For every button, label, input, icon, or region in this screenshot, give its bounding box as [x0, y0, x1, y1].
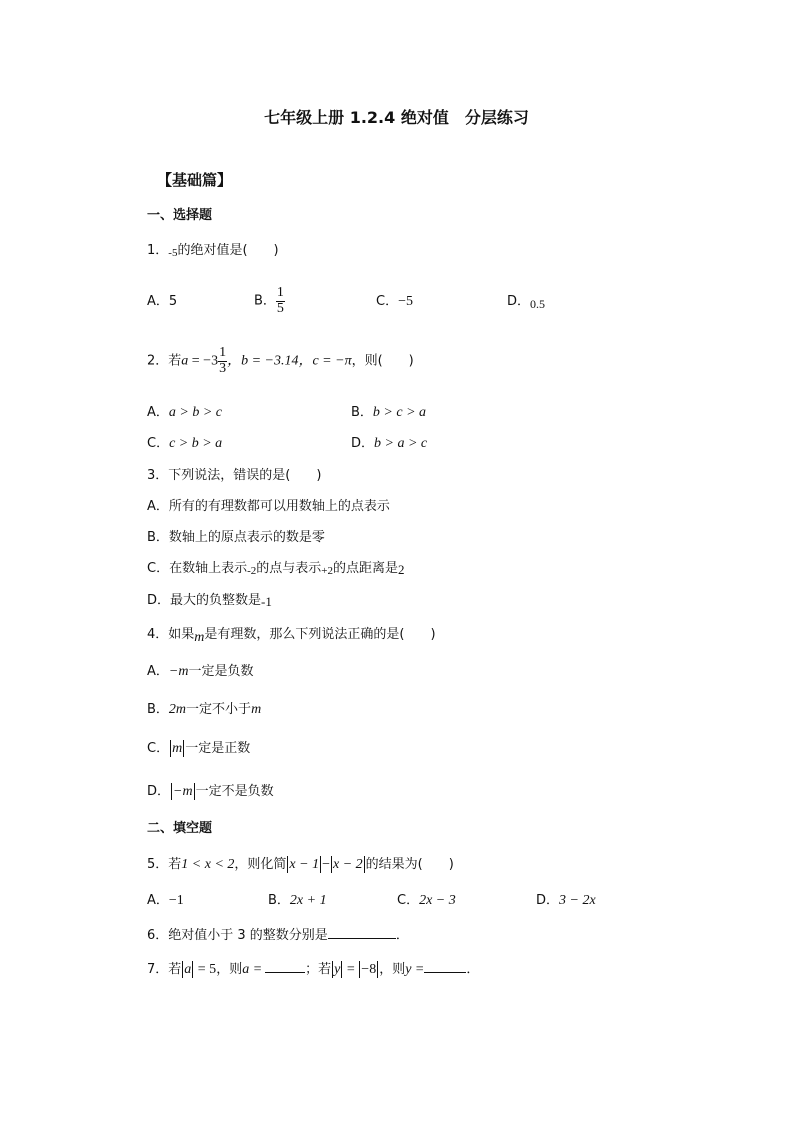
- q1-option-b: [254, 286, 285, 316]
- question-number: 1．: [147, 243, 169, 258]
- stem-text: 的绝对值是( ): [177, 243, 279, 258]
- q2-option-b: B．b > c > a: [351, 405, 427, 420]
- part-heading-multiple-choice: 一、选择题: [147, 208, 213, 223]
- q3-option-a: A．所有的有理数都可以用数轴上的点表示: [147, 499, 390, 514]
- question-6-stem: 6．绝对值小于 3 的整数分别是 ．: [147, 928, 409, 943]
- q5-option-d: D．3 − 2x: [536, 893, 596, 908]
- answer-blank: [328, 926, 396, 939]
- page-title: 七年级上册 1.2.4 绝对值 分层练习: [264, 108, 529, 127]
- question-1-stem: [147, 243, 279, 260]
- part-heading-fill-in: 二、填空题: [147, 821, 213, 836]
- answer-blank-y: [424, 960, 466, 973]
- q5-option-b: B．2x + 1: [268, 893, 327, 908]
- question-3-stem: 3．下列说法，错误的是( ): [147, 468, 322, 483]
- answer-blank-a: [265, 960, 305, 973]
- q1-option-c: C．−5: [376, 294, 413, 309]
- question-5-stem: 5．若1 < x < 2，则化简 x − 1 − x − 2 的结果为( ): [147, 857, 454, 872]
- value-neg5: -5: [168, 247, 178, 259]
- q4-option-d: D． −m 一定不是负数: [147, 784, 274, 799]
- q4-option-a: A．−m一定是负数: [147, 664, 254, 679]
- q1-option-a: A．5: [147, 294, 178, 309]
- option-label: B．: [254, 293, 276, 309]
- q2-option-c: C．c > b > a: [147, 436, 223, 451]
- q3-option-b: B．数轴上的原点表示的数是零: [147, 530, 325, 545]
- q1-option-d: D．0.5: [507, 294, 546, 311]
- q2-option-d: D．b > a > c: [351, 436, 428, 451]
- q3-option-d: D．最大的负整数是-1: [147, 593, 272, 609]
- q4-option-b: B．2m一定不小于m: [147, 702, 262, 717]
- question-4-stem: 4．如果m是有理数，那么下列说法正确的是( ): [147, 627, 436, 645]
- q5-option-a: A．−1: [147, 893, 184, 908]
- q3-option-c: C．在数轴上表示-2的点与表示+2的点距离是2: [147, 561, 405, 577]
- question-7-stem: 7．若 a = 5，则a = ；若 y = −8 ，则y = ．: [147, 962, 480, 977]
- q2-option-a: A．a > b > c: [147, 405, 223, 420]
- fraction-one-third: $\frac{1}{3}$: [219, 345, 227, 376]
- q4-option-c: C． m 一定是正数: [147, 741, 251, 756]
- fraction-one-fifth: $\frac{1}{5}$: [276, 285, 284, 316]
- section-heading-basic: 【基础篇】: [157, 171, 233, 189]
- q5-option-c: C．2x − 3: [397, 893, 456, 908]
- question-2-stem: 2．若a = −3 $\frac{1}{3}$ ，b = −3.14，c = −π，则( ): [147, 345, 414, 376]
